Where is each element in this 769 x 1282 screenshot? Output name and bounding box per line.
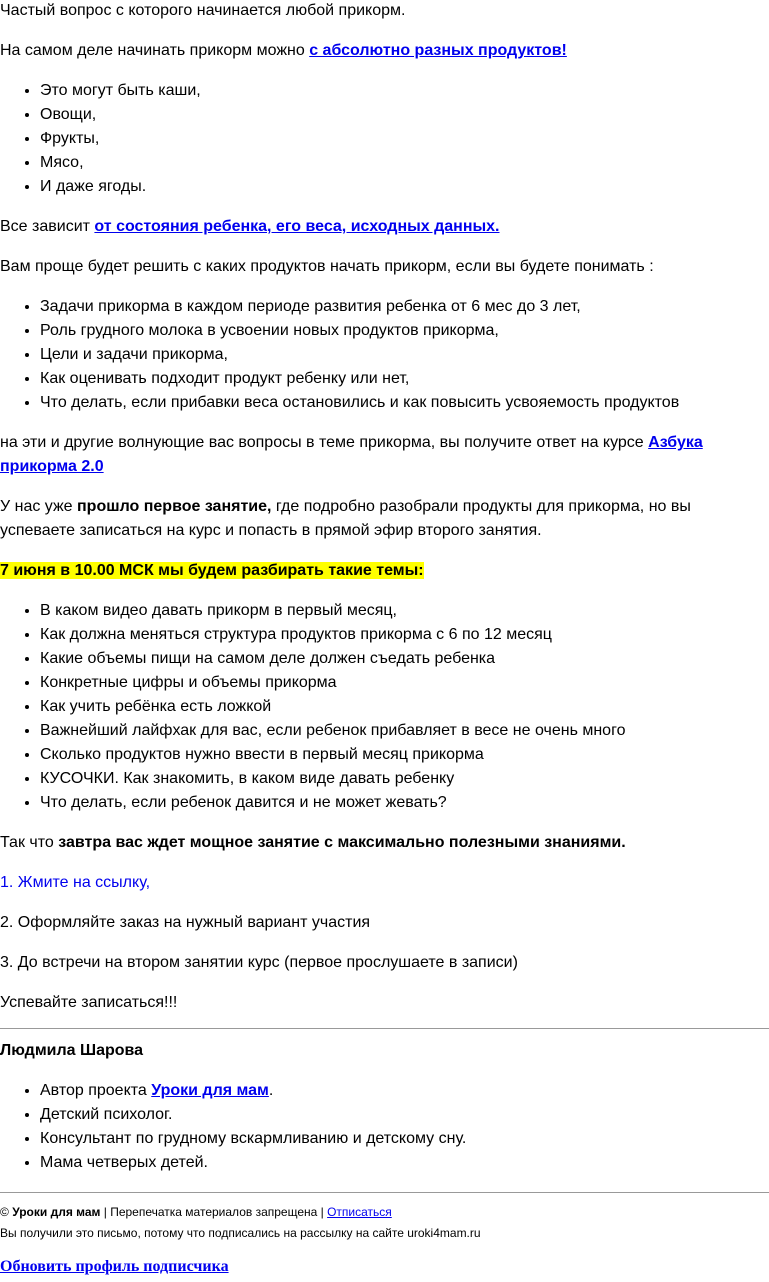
list-item: • Мама четверых детей.	[40, 1151, 769, 1175]
depends-text: Все зависит	[0, 218, 95, 235]
depends-link[interactable]: от состояния ребенка, его веса, исходных данных.	[94, 218, 500, 235]
footer-reprint: | Перепечатка материалов запрещена |	[100, 1205, 328, 1219]
easier-paragraph: Вам проще будет решить с каких продуктов начать прикорм, если вы будете понимать :	[0, 258, 654, 275]
tomorrow-prefix: Так что	[0, 834, 59, 851]
list-item: • Конкретные цифры и объемы прикорма	[40, 671, 769, 695]
products-link[interactable]: с абсолютно разных продуктов!	[309, 42, 567, 59]
lesson-suffix: где подробно разобрали продукты для прикорма, но вы успеваете записаться на курс и попасть в прямой эфир второго занятия.	[0, 498, 691, 539]
list-item: • Мясо,	[40, 151, 769, 175]
signature-name: Людмила Шарова	[0, 1042, 144, 1059]
list-item: • Роль грудного молока в усвоении новых продуктов прикорма,	[40, 319, 769, 343]
update-profile-paragraph	[0, 1257, 769, 1277]
divider	[0, 1028, 769, 1029]
footer-notice: Вы получили это письмо, потому что подписались на рассылку на сайте uroki4mam.ru	[0, 1226, 481, 1240]
project-link[interactable]: Уроки для мам	[151, 1082, 269, 1099]
date-heading-paragraph	[0, 559, 769, 583]
intro-start-text: На самом деле начинать прикорм можно	[0, 42, 310, 59]
list-item: • И даже ягоды.	[40, 175, 769, 199]
course-text: на эти и другие волнующие вас вопросы в теме прикорма, вы получите ответ на курсе	[0, 434, 649, 451]
intro-question: Частый вопрос с которого начинается любой прикорм.	[0, 2, 406, 19]
list-item: • Как оценивать подходит продукт ребенку или нет,	[40, 367, 769, 391]
list-item: • КУСОЧКИ. Как знакомить, в каком виде давать ребенку	[40, 767, 769, 791]
depends-paragraph	[0, 215, 769, 239]
course-link[interactable]: Азбука прикорма 2.0	[0, 434, 703, 475]
unsubscribe-link[interactable]: Отписаться	[327, 1205, 392, 1219]
update-profile-link[interactable]: Обновить профиль подписчика	[0, 1258, 229, 1275]
copyright-symbol: ©	[0, 1205, 13, 1219]
tomorrow-paragraph	[0, 831, 769, 855]
author-suffix: .	[268, 1082, 274, 1099]
list-item: • Какие объемы пищи на самом деле должен съедать ребенка	[40, 647, 769, 671]
lesson-prefix: У нас уже	[0, 498, 78, 515]
list-item: • Что делать, если ребенок давится и не может жевать?	[40, 791, 769, 815]
list-item: • Важнейший лайфхак для вас, если ребенок прибавляет в весе не очень много	[40, 719, 769, 743]
list-item: • Это могут быть каши,	[40, 79, 769, 103]
lesson-topics-list	[0, 599, 769, 815]
list-item: • Что делать, если прибавки веса остановились и как повысить усвояемость продуктов	[40, 391, 769, 415]
list-item: • Как должна меняться структура продуктов прикорма с 6 по 12 месяц	[40, 623, 769, 647]
list-item: • В каком видео давать прикорм в первый месяц,	[40, 599, 769, 623]
step-two: 2. Оформляйте заказ на нужный вариант участия	[0, 914, 371, 931]
author-prefix: Автор проекта	[40, 1082, 152, 1099]
footer-brand: Уроки для мам	[12, 1205, 101, 1219]
intro-start-paragraph	[0, 39, 769, 63]
products-list	[0, 79, 769, 199]
course-paragraph	[0, 431, 769, 479]
topics-list	[0, 295, 769, 415]
list-item: • Детский психолог.	[40, 1103, 769, 1127]
lesson-paragraph	[0, 495, 769, 543]
tomorrow-bold: завтра вас ждет мощное занятие с максимально полезными знаниями.	[58, 834, 626, 851]
footer-line	[0, 1204, 769, 1220]
list-item: • Цели и задачи прикорма,	[40, 343, 769, 367]
list-item: • Консультант по грудному вскармливанию и детскому сну.	[40, 1127, 769, 1151]
step-one-link[interactable]: 1. Жмите на ссылку,	[0, 874, 151, 891]
list-item: • Как учить ребёнка есть ложкой	[40, 695, 769, 719]
signature-roles-list	[0, 1079, 769, 1175]
step-one-paragraph	[0, 871, 769, 895]
list-item: • Задачи прикорма в каждом периоде развития ребенка от 6 мес до 3 лет,	[40, 295, 769, 319]
step-three: 3. До встречи на втором занятии курс (первое прослушаете в записи)	[0, 954, 518, 971]
list-item: • Сколько продуктов нужно ввести в первый месяц прикорма	[40, 743, 769, 767]
list-item: • Овощи,	[40, 103, 769, 127]
list-item	[40, 1079, 769, 1103]
hurry-text: Успевайте записаться!!!	[0, 994, 178, 1011]
date-heading: 7 июня в 10.00 МСК мы будем разбирать такие темы:	[0, 562, 424, 579]
divider	[0, 1192, 769, 1193]
signature-paragraph	[0, 1039, 769, 1063]
list-item: • Фрукты,	[40, 127, 769, 151]
lesson-bold: прошло первое занятие,	[77, 498, 272, 515]
